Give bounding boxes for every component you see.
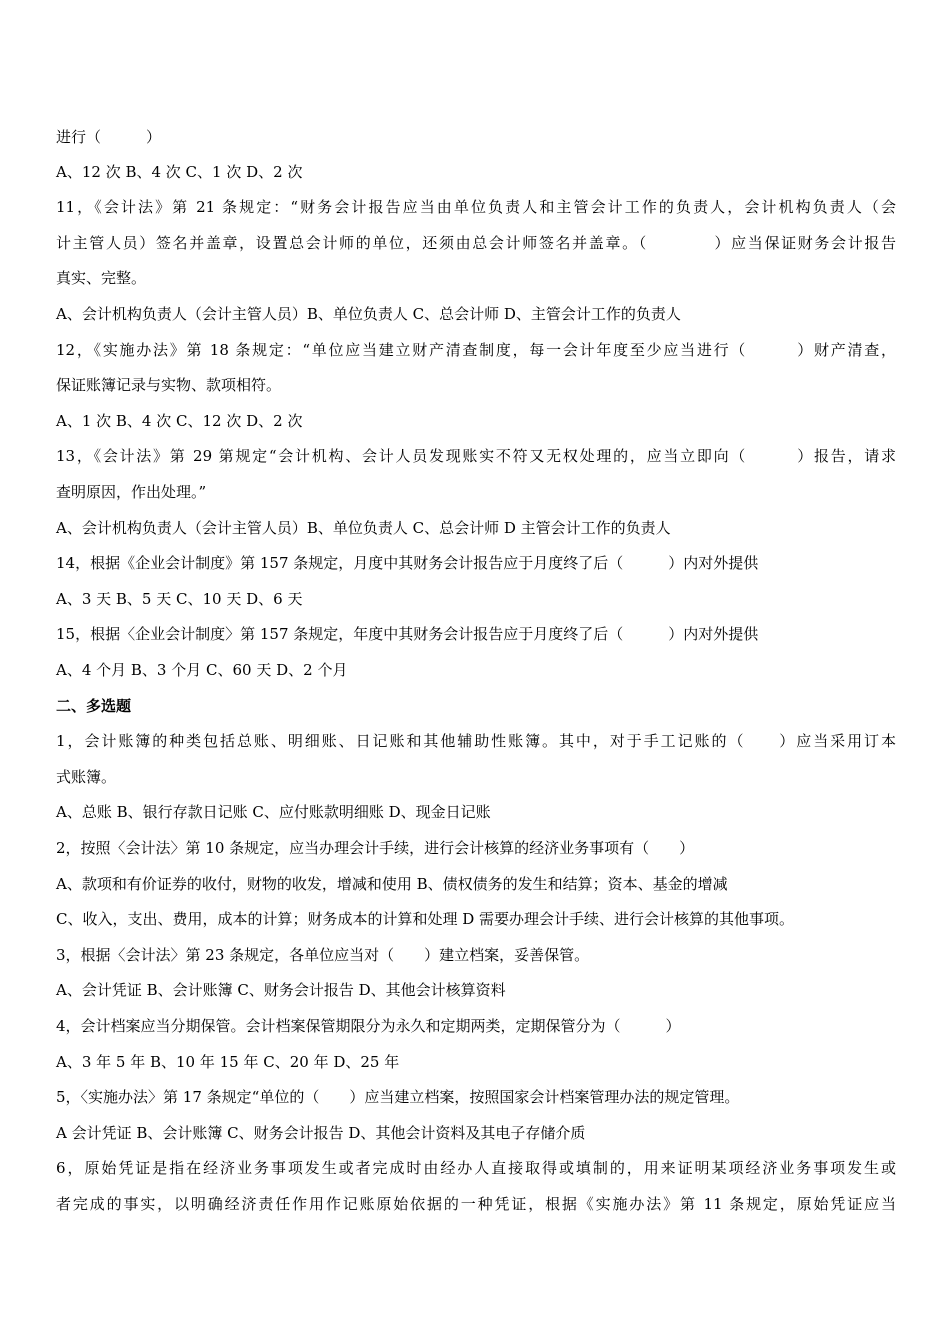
answer-options: A、4 个月 B、3 个月 C、60 天 D、2 个月 bbox=[56, 661, 348, 679]
question-13-line-2: 查明原因，作出处理。” bbox=[56, 483, 207, 501]
answer-options: A、会计机构负责人（会计主管人员）B、单位负责人 C、总会计师 D 主管会计工作的负责人 bbox=[56, 519, 671, 537]
question-15: 15，根据〈企业会计制度〉第 157 条规定，年度中其财务会计报告应于月度终了后（ ）内对外提供 bbox=[56, 625, 759, 643]
answer-options: A、会计机构负责人（会计主管人员）B、单位负责人 C、总会计师 D、主管会计工作的负责人 bbox=[56, 305, 681, 323]
answer-options: C、收入，支出、费用，成本的计算；财务成本的计算和处理 D 需要办理会计手续、进行会计核算的其他事项。 bbox=[56, 910, 795, 928]
question-11-line-3: 真实、完整。 bbox=[56, 269, 147, 287]
question-12-line-2: 保证账簿记录与实物、款项相符。 bbox=[56, 376, 282, 394]
multi-question-6-line-1: 6，原始凭证是指在经济业务事项发生或者完成时由经办人直接取得或填制的，用来证明某项经济业务事项发生或 bbox=[56, 1159, 896, 1177]
answer-options: A、3 天 B、5 天 C、10 天 D、6 天 bbox=[56, 590, 303, 608]
multi-question-5: 5，〈实施办法〉第 17 条规定“单位的（ ）应当建立档案，按照国家会计档案管理办法的规定管理。 bbox=[56, 1088, 740, 1106]
section-heading: 二、多选题 bbox=[56, 697, 132, 715]
question-11-line-2: 计主管人员）签名并盖章，设置总会计师的单位，还须由总会计师签名并盖章。（ ）应当保证财务会计报告 bbox=[56, 234, 896, 252]
multi-question-1-line-1: 1，会计账簿的种类包括总账、明细账、日记账和其他辅助性账簿。其中，对于手工记账的（ ）应当采用订本 bbox=[56, 732, 896, 750]
multi-question-6-line-2: 者完成的事实，以明确经济责任作用作记账原始依据的一种凭证，根据《实施办法》第 11 条规定，原始凭证应当 bbox=[56, 1195, 896, 1213]
answer-options: A 会计凭证 B、会计账簿 C、财务会计报告 D、其他会计资料及其电子存储介质 bbox=[56, 1124, 586, 1142]
multi-question-4: 4，会计档案应当分期保管。会计档案保管期限分为永久和定期两类，定期保管分为（ ） bbox=[56, 1017, 681, 1035]
question-13-line-1: 13，《会计法》第 29 第规定“会计机构、会计人员发现账实不符又无权处理的，应当立即向（ ）报告，请求 bbox=[56, 447, 896, 465]
multi-question-3: 3，根据〈会计法〉第 23 条规定，各单位应当对（ ）建立档案，妥善保管。 bbox=[56, 946, 590, 964]
multi-question-2: 2，按照〈会计法〉第 10 条规定，应当办理会计手续，进行会计核算的经济业务事项有（ ） bbox=[56, 839, 695, 857]
answer-options: A、款项和有价证券的收付，财物的收发，增减和使用 B、债权债务的发生和结算；资本、基金的增减 bbox=[56, 875, 728, 893]
answer-options: A、3 年 5 年 B、10 年 15 年 C、20 年 D、25 年 bbox=[56, 1053, 400, 1071]
answer-options: A、总账 B、银行存款日记账 C、应付账款明细账 D、现金日记账 bbox=[56, 803, 491, 821]
answer-options: A、12 次 B、4 次 C、1 次 D、2 次 bbox=[56, 163, 303, 181]
answer-options: A、会计凭证 B、会计账簿 C、财务会计报告 D、其他会计核算资料 bbox=[56, 981, 506, 999]
question-12-line-1: 12，《实施办法》第 18 条规定：“单位应当建立财产清查制度，每一会计年度至少应当进行（ ）财产清查， bbox=[56, 341, 896, 359]
answer-options: A、1 次 B、4 次 C、12 次 D、2 次 bbox=[56, 412, 303, 430]
question-14: 14，根据《企业会计制度》第 157 条规定，月度中其财务会计报告应于月度终了后（ ）内对外提供 bbox=[56, 554, 759, 572]
question-11-line-1: 11，《会计法》第 21 条规定：“财务会计报告应当由单位负责人和主管会计工作的负责人，会计机构负责人（会 bbox=[56, 198, 896, 216]
text-line: 进行（ ） bbox=[56, 128, 162, 146]
multi-question-1-line-2: 式账簿。 bbox=[56, 768, 117, 786]
